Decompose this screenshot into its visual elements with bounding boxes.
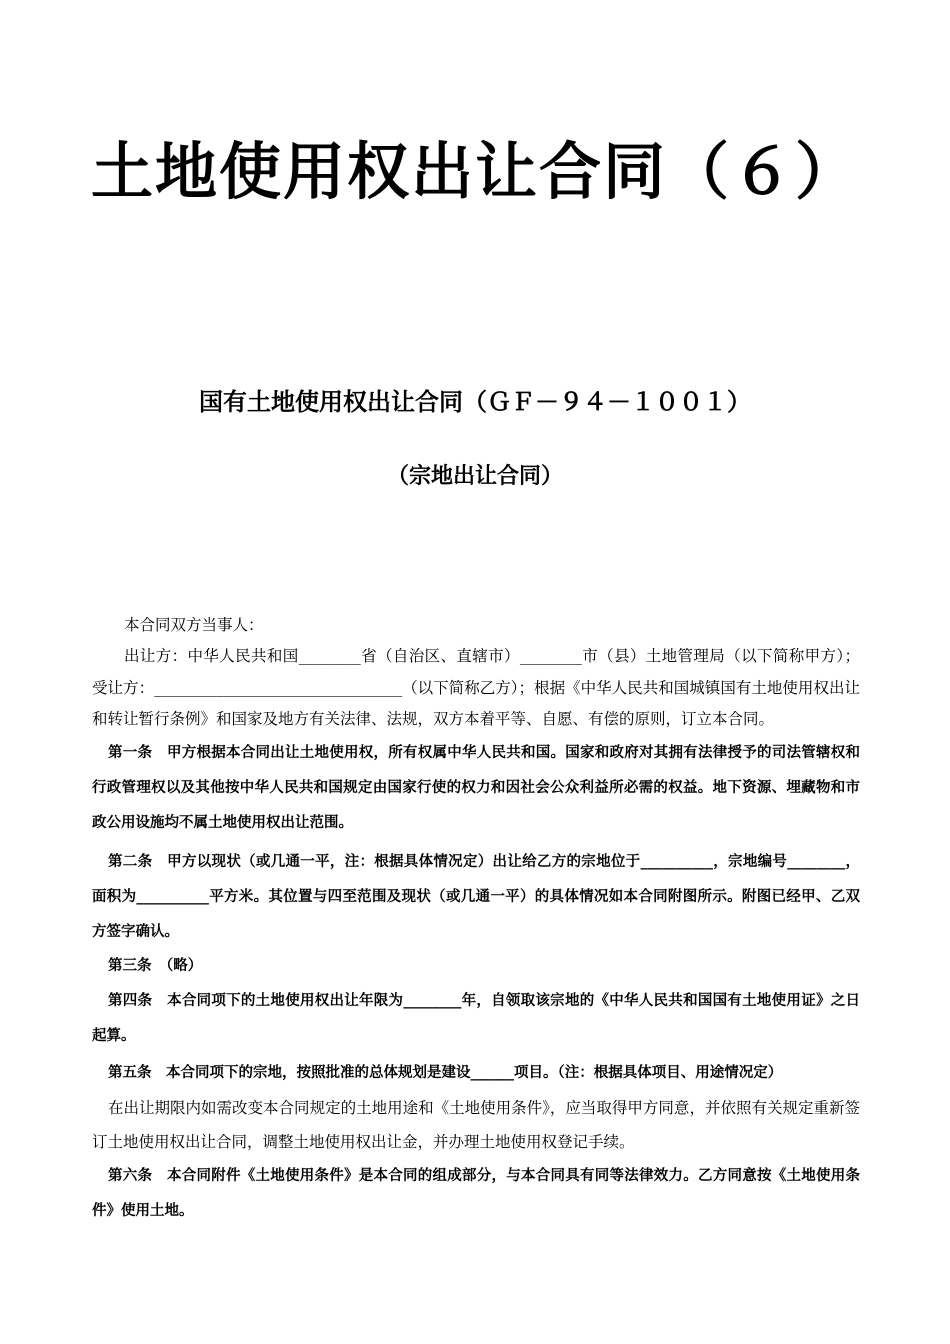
article-4-paragraph: 第四条 本合同项下的土地使用权出让年限为________年，自领取该宗地的《中华人民共和国国有土地使用证》之日起算。: [92, 992, 860, 1044]
contract-subtitle: 国有土地使用权出让合同（ＧＦ－９４－１００１）: [199, 388, 751, 416]
parties-intro-paragraph: 本合同双方当事人：: [124, 616, 264, 634]
article-6-paragraph: 第六条 本合同附件《土地使用条件》是本合同的组成部分，与本合同具有同等法律效力。乙方同意按《土地使用条件》使用土地。: [92, 1167, 860, 1219]
article-3-paragraph: 第三条 （略）: [108, 957, 203, 974]
article-2-paragraph: 第二条 甲方以现状（或几通一平，注：根据具体情况定）出让给乙方的宗地位于__________，宗地编号________，面积为__________平方米。其位置与四至范围及现状（或几通一平）的具体情况如本合同附图所示。附图已经甲、乙双方签字确认。: [92, 853, 860, 940]
document-title: 土地使用权出让合同（６）: [90, 135, 859, 208]
contract-type-subtitle: （宗地出让合同）: [386, 464, 563, 489]
article-5-continuation-paragraph: 在出让期限内如需改变本合同规定的土地用途和《土地使用条件》，应当取得甲方同意，并依照有关规定重新签订土地使用权出让合同，调整土地使用权出让金，并办理土地使用权登记手续。: [92, 1098, 860, 1151]
contract-body: [92, 610, 860, 1229]
article-5-paragraph: 第五条 本合同项下的宗地，按照批准的总体规划是建设______项目。（注：根据具体项目、用途情况定）: [108, 1064, 783, 1081]
assignor-paragraph: 出让方：中华人民共和国________省（自治区、直辖市）________市（县）土地管理局（以下简称甲方）；受让方：________________________________（以下简称乙方）；根据《中华人民共和国城镇国有土地使用权出让和转让暂行条例》和国家及地方有关法律、法规，双方本着平等、自愿、有偿的原则，订立本合同。: [92, 647, 860, 728]
article-1-paragraph: 第一条 甲方根据本合同出让土地使用权，所有权属中华人民共和国。国家和政府对其拥有法律授予的司法管辖权和行政管理权以及其他按中华人民共和国规定由国家行使的权力和因社会公众利益所必需的权益。地下资源、埋藏物和市政公用设施均不属土地使用权出让范围。: [92, 744, 860, 831]
